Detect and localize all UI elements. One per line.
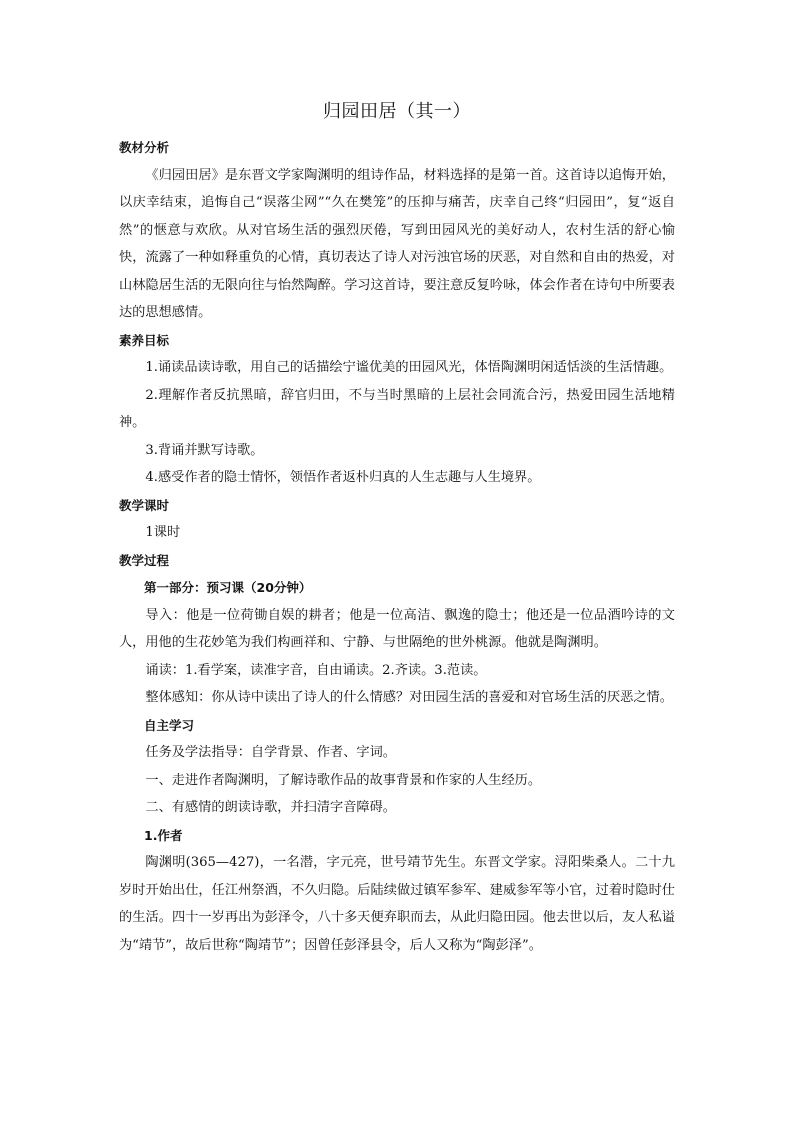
- process-overall: 整体感知：你从诗中读出了诗人的什么情感？对田园生活的喜爱和对官场生活的厌恶之情。: [145, 690, 673, 705]
- section-heading-hours: 教学课时: [119, 497, 170, 513]
- goal-item-3: 3.背诵并默写诗歌。: [145, 442, 264, 458]
- goal-item-4: 4.感受作者的隐士情怀，领悟作者返朴归真的人生志趣与人生境界。: [145, 470, 541, 485]
- section-heading-analysis: 教材分析: [119, 140, 170, 155]
- section-heading-goals: 素养目标: [119, 332, 170, 348]
- page-title: 归园田居（其一）: [323, 101, 471, 122]
- goal-item-1: 1.诵读品读诗歌，用自己的话描绘宁谧优美的田园风光，体悟陶渊明闲适恬淡的生活情趣。: [145, 360, 673, 375]
- author-heading: 1.作者: [144, 827, 183, 843]
- goal-item-2: 2.理解作者反抗黑暗，辞官归田，不与当时黑暗的上层社会同流合污，热爱田园生活地精神。: [119, 387, 675, 430]
- document-body: [119, 134, 675, 959]
- section-heading-process: 教学过程: [119, 552, 170, 568]
- self-study-task: 任务及学法指导：自学背景、作者、字词。: [145, 745, 396, 760]
- process-reading: 诵读：1.看学案，读准字音，自由诵读。2.齐读。3.范读。: [145, 662, 487, 678]
- hours-value: 1课时: [145, 525, 181, 540]
- process-intro: 导入：他是一位荷锄自娱的耕者；他是一位高洁、飘逸的隐士；他还是一位品酒吟诗的文人，用他的生花妙笔为我们构画祥和、宁静、与世隔绝的世外桃源。他就是陶渊明。: [119, 607, 675, 650]
- self-study-step-2: 二、有感情的朗读诗歌，并扫清字音障碍。: [145, 800, 396, 815]
- author-paragraph: 陶渊明(365—427)，一名潜，字元亮，世号靖节先生。东晋文学家。浔阳柴桑人。二十九岁时开始出仕，任江州祭酒，不久归隐。后陆续做过镇军参军、建威参军等小官，过着时隐时仕的生活。四十一岁再出为彭泽令，八十多天便弃职而去，从此归隐田园。他去世以后，友人私谥为“靖节”，故后世称“陶靖节”；因曾任彭泽县令，后人又称为“陶彭泽”。: [119, 855, 675, 953]
- self-study-heading: 自主学习: [144, 717, 195, 733]
- analysis-paragraph: 《归园田居》是东晋文学家陶渊明的组诗作品，材料选择的是第一首。这首诗以追悔开始，以庆幸结束，追悔自己“误落尘网”“久在樊笼”的压抑与痛苦，庆幸自己终“归园田”，复“返自然”的惬意与欢欣。从对官场生活的强烈厌倦，写到田园风光的美好动人，农村生活的舒心愉快，流露了一种如释重负的心情，真切表达了诗人对污浊官场的厌恶，对自然和自由的热爱，对山林隐居生活的无限向往与怡然陶醉。学习这首诗，要注意反复吟咏，体会作者在诗句中所要表达的思想感情。: [119, 167, 675, 320]
- self-study-step-1: 一、走进作者陶渊明，了解诗歌作品的故事背景和作家的人生经历。: [145, 772, 542, 788]
- process-part-1-heading: 第一部分：预习课（20分钟）: [144, 580, 312, 595]
